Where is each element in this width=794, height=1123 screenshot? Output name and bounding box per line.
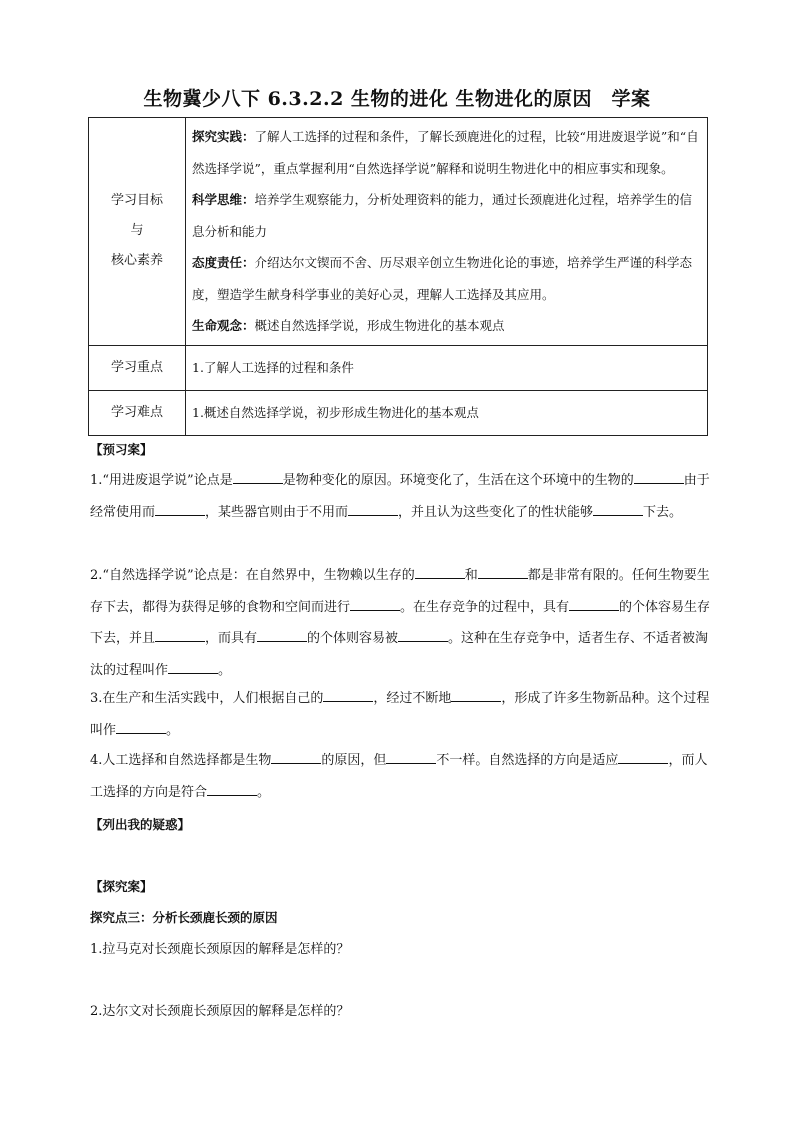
fill-blank[interactable] — [398, 628, 448, 642]
q-text: 和 — [464, 568, 478, 583]
fill-blank[interactable] — [478, 565, 528, 579]
fill-blank[interactable] — [415, 565, 465, 579]
key-point-row — [89, 345, 708, 390]
fill-blank[interactable] — [451, 688, 501, 702]
objective-key: 态度责任： — [192, 255, 255, 270]
q-text: ，某些器官则由于不用而 — [205, 504, 349, 520]
fill-blank[interactable] — [168, 660, 218, 674]
explore-question-1: 1.拉马克对长颈鹿长颈原因的解释是怎样的？ — [90, 942, 350, 957]
difficulty-text: 1.概述自然选择学说，初步形成生物进化的基本观点 — [186, 390, 708, 435]
q-text: ，而人工选择的方向是符合 — [90, 753, 708, 800]
question-3 — [90, 683, 712, 746]
q-text: 都是非常有限的。任何生物要生存下去，都得为获得足够的食物和空间而进行 — [90, 568, 710, 615]
q-text: 。在生存竞争的过程中，具有 — [400, 599, 570, 615]
objective-key: 生命观念： — [192, 318, 255, 333]
q-text: 2.“自然选择学说”论点是：在自然界中，生物赖以生存的 — [90, 568, 415, 583]
explore-point-heading: 探究点三：分析长颈鹿长颈的原因 — [90, 910, 278, 925]
difficulty-row — [89, 390, 708, 435]
label-line: 核心素养 — [110, 253, 163, 269]
label-line: 学习目标 — [110, 193, 163, 209]
objective-text: 概述自然选择学说，形成生物进化的基本观点 — [254, 318, 505, 333]
page-title: 生物冀少八下 6.3.2.2 生物的进化 生物进化的原因 学案 — [143, 88, 651, 110]
q-text: 是物种变化的原因。环境变化了，生活在这个环境中的生物的 — [282, 473, 634, 488]
q-text: 的原因，但 — [321, 753, 387, 768]
q-text: 4.人工选择和自然选择都是生物 — [90, 753, 272, 768]
objective-text: 培养学生观察能力，分析处理资料的能力，通过长颈鹿进化过程，培养学生的信息分析和能力 — [192, 192, 693, 239]
objectives-row — [89, 118, 708, 346]
fill-blank[interactable] — [155, 628, 205, 642]
fill-blank[interactable] — [593, 502, 643, 516]
q-text: 。 — [218, 662, 232, 678]
fill-blank[interactable] — [155, 502, 205, 516]
q-text: ，形成了许多生物新品种。这个过程叫作 — [90, 691, 710, 738]
fill-blank[interactable] — [350, 597, 400, 611]
fill-blank[interactable] — [618, 750, 668, 764]
objective-life-concept — [192, 310, 701, 342]
objective-practice — [192, 121, 701, 184]
q-text: ，经过不断地 — [373, 691, 452, 706]
q-text: 。 — [257, 784, 271, 800]
difficulty-label: 学习难点 — [89, 390, 186, 435]
objectives-table — [88, 117, 708, 436]
question-2 — [90, 560, 712, 686]
objective-key: 探究实践： — [192, 129, 255, 144]
explore-question-2: 2.达尔文对长颈鹿长颈原因的解释是怎样的？ — [90, 1004, 350, 1019]
q-text: 。 — [166, 722, 180, 738]
objectives-label-cell — [89, 118, 186, 346]
q-text: 不一样。自然选择的方向是适应 — [436, 753, 619, 768]
fill-blank[interactable] — [323, 688, 373, 702]
objective-text: 介绍达尔文锲而不舍、历尽艰辛创立生物进化论的事迹，培养学生严谨的科学态度，塑造学生献身科学事业的美好心灵，理解人工选择及其应用。 — [192, 255, 693, 302]
preview-heading: 【预习案】 — [90, 442, 153, 457]
key-point-text: 1.了解人工选择的过程和条件 — [186, 345, 708, 390]
q-text: ，并且认为这些变化了的性状能够 — [398, 504, 594, 520]
key-point-label: 学习重点 — [89, 345, 186, 390]
label-line: 与 — [130, 223, 144, 239]
fill-blank[interactable] — [569, 597, 619, 611]
fill-blank[interactable] — [271, 750, 321, 764]
fill-blank[interactable] — [634, 470, 684, 484]
objective-thinking — [192, 184, 701, 247]
doubts-heading: 【列出我的疑惑】 — [90, 817, 191, 832]
q-text: 的个体则容易被 — [307, 631, 399, 646]
fill-blank[interactable] — [257, 628, 307, 642]
q-text: 下去。 — [643, 504, 683, 520]
objective-attitude — [192, 247, 701, 310]
fill-blank[interactable] — [386, 750, 436, 764]
q-text: ，而具有 — [205, 631, 258, 646]
question-4 — [90, 745, 712, 808]
fill-blank[interactable] — [207, 782, 257, 796]
objective-text: 了解人工选择的过程和条件，了解长颈鹿进化的过程，比较“用进废退学说”和“自然选择学说”，重点掌握利用“自然选择学说”解释和说明生物进化中的相应事实和现象。 — [192, 129, 699, 176]
q-text: 的个体容易生存下去，并且 — [90, 599, 711, 646]
objectives-content-cell — [186, 118, 708, 346]
q-text: 由于经常使用而 — [90, 473, 710, 520]
q-text: 。这种在生存竞争中，适者生存、不适者被淘汰的过程叫作 — [90, 631, 709, 678]
question-1 — [90, 465, 712, 528]
q-text: 1.“用进废退学说”论点是 — [90, 473, 233, 488]
explore-heading: 【探究案】 — [90, 879, 153, 894]
fill-blank[interactable] — [348, 502, 398, 516]
fill-blank[interactable] — [116, 720, 166, 734]
q-text: 3.在生产和生活实践中，人们根据自己的 — [90, 691, 324, 706]
fill-blank[interactable] — [233, 470, 283, 484]
objective-key: 科学思维： — [192, 192, 255, 207]
